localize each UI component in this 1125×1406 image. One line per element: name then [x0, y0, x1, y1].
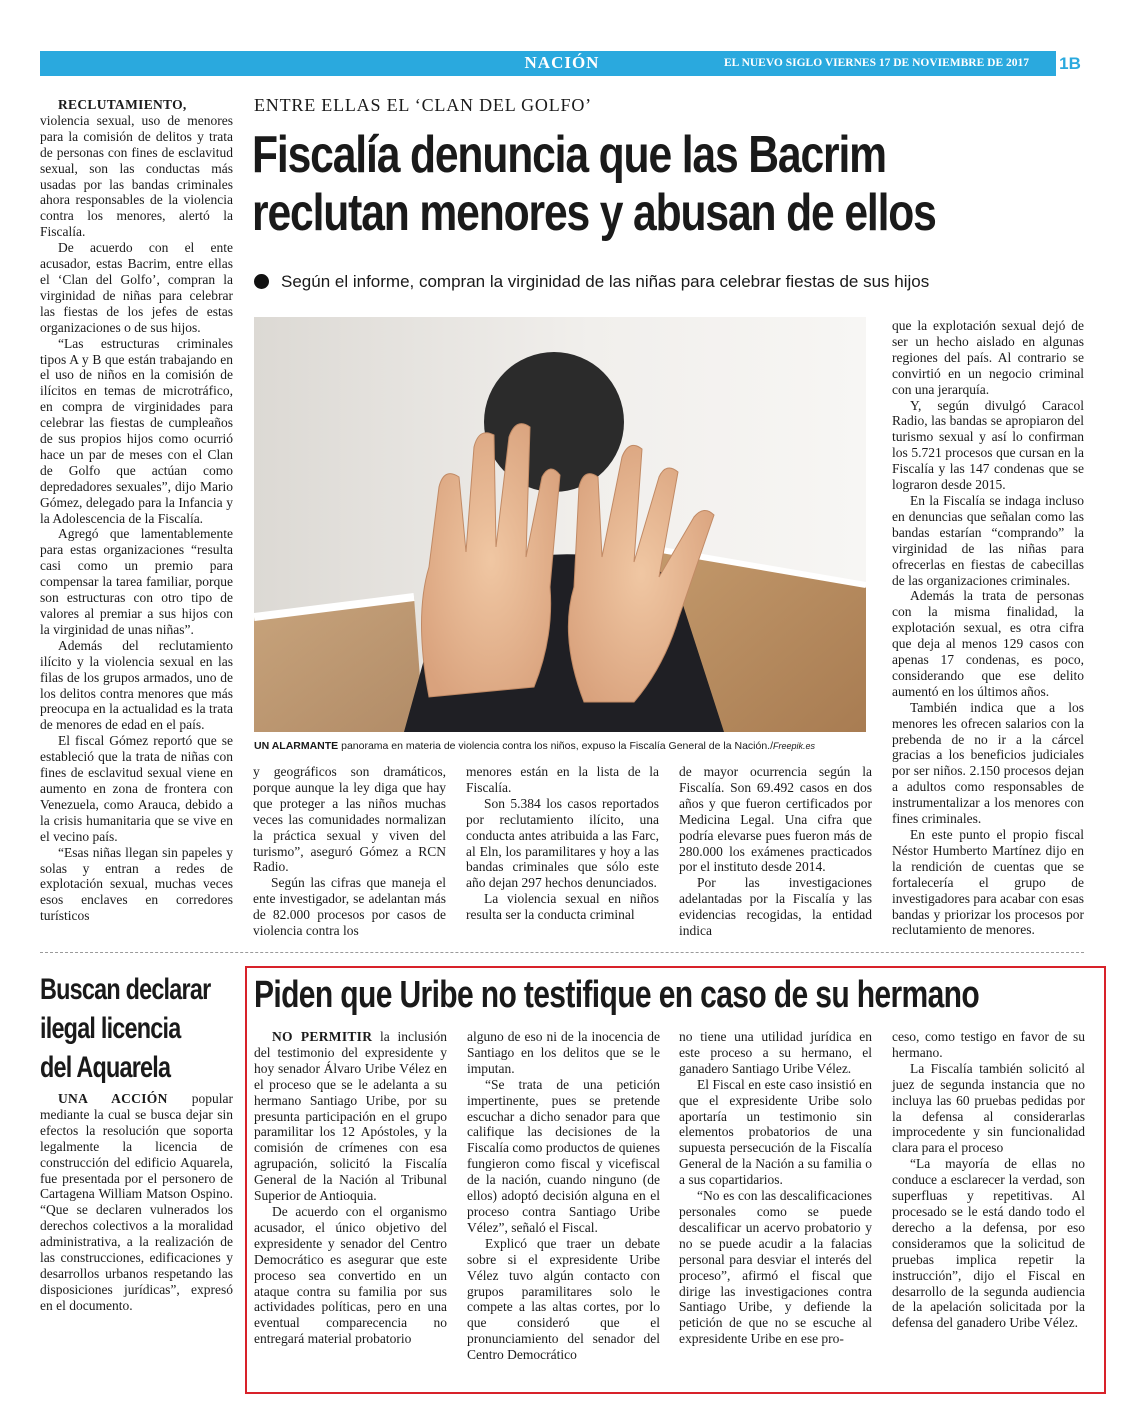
photo-credit: Freepik.es [773, 741, 816, 751]
paragraph: RECLUTAMIENTO, violencia sexual, uso de menores para la comisión de delitos y trata de personas con fines de esclavitud sexual, son las conductas más usadas por las bandas criminales ahora responsables de la violencia contra los menores, alertó la Fiscalía. [40, 97, 233, 240]
uribe-article-headline: Piden que Uribe no testifique en caso de su hermano [254, 974, 980, 1016]
paragraph: Por las investigaciones adelantadas por la Fiscalía y las evidencias recogidas, la entidad indica [679, 875, 872, 939]
paragraph: Además la trata de personas con la misma finalidad, la explotación sexual, es otra cifra que deja al menos 129 casos con apenas 17 condenas, es poco, considerando que ese delito aumentó en los últimos años. [892, 588, 1084, 699]
side-article-headline: Buscan declarar ilegal licencia del Aquarela [40, 973, 211, 1084]
paragraph: El Fiscal en este caso insistió en que el expresidente Uribe solo aportaría un testimonio sin elementos probatorios de una supuesta persecución de la Fiscalía General de la Nación a su familia o a sus copartidarios. [679, 1076, 872, 1188]
paragraph: También indica que a los menores les ofrecen salarios con la prebenda de no ir a la cárcel gracias a los beneficios judiciales por ser niños. 2.150 procesos dejan a adultos como responsables de instrumentalizar a los menores con fines criminales. [892, 699, 1084, 827]
main-article-column-4 [679, 764, 872, 939]
main-article-column-5 [892, 318, 1084, 938]
raised-hands-photo [254, 317, 866, 732]
paragraph: La Fiscalía también solicitó al juez de segunda instancia que no incluya las 60 pruebas pedidas por la defensa al considerarlas improcedente y sin funcionalidad clara para el proceso [892, 1060, 1085, 1156]
article-kicker: ENTRE ELLAS EL ‘CLAN DEL GOLFO’ [254, 95, 592, 115]
paragraph: De acuerdo con el organismo acusador, el único objetivo del expresidente y senador del Centro Democrático es asegurar que este proceso sea convertido en un ataque contra su familia por sus actividades políticas, pero en una eventual comparecencia no entregará material probatorio [254, 1203, 447, 1347]
paragraph: Agregó que lamentablemente para estas organizaciones “resulta casi como un premio para compensar la tarea familiar, porque son estructuras con otro tipo de valores al premiar a sus hijos con la virginidad de unas niñas”. [40, 526, 233, 637]
main-article-column-1 [40, 97, 233, 924]
paragraph: En este punto el propio fiscal Néstor Humberto Martínez dijo en la rendición de cuentas que se fortalecería el grupo de investigadores para acabar con esas bandas y priorizar los procesos por reclutamiento de menores. [892, 827, 1084, 938]
paragraph: “La mayoría de ellas no conduce a esclarecer la verdad, son superfluas y repetitivas. Al procesado se le está dando todo el derecho a la defensa, por eso consideramos que la solicitud de pruebas implica repetir la instrucción”, dijo el Fiscal en desarrollo de la segunda audiencia de la apelación solicitada por la defensa del ganadero Uribe Vélez. [892, 1156, 1085, 1331]
paragraph: La violencia sexual en niños resulta ser la conducta criminal [466, 891, 659, 923]
paragraph: Explicó que traer un debate sobre si el expresidente Uribe Vélez tuvo algún contacto con grupos paramilitares solo le compete a las altas cortes, por lo que consideró que el pronunciamiento del senador del Centro Democrático [467, 1235, 660, 1363]
side-article-body [40, 1091, 233, 1314]
article-headline: Fiscalía denuncia que las Bacrim reclutan menores y abusan de ellos [252, 126, 936, 242]
caption-lead: UN ALARMANTE [254, 740, 339, 752]
main-article-column-3 [466, 764, 659, 923]
paragraph: De acuerdo con el ente acusador, estas Bacrim, entre ellas el ‘Clan del Golfo’, compran la virginidad de niñas para celebrar las fiestas de los jefes de estas organizaciones o de sus hijos. [40, 240, 233, 335]
section-name: NACIÓN [524, 53, 600, 72]
paragraph: que la explotación sexual dejó de ser un hecho aislado en algunas regiones del país. Al contrario se convirtió en un negocio criminal con una jerarquía. [892, 318, 1084, 397]
paragraph: “Esas niñas llegan sin papeles y solas y entran a redes de explotación sexual, muchas veces esos enclaves en corredores turísticos [40, 844, 233, 924]
paragraph: no tiene una utilidad jurídica en este proceso a su hermano, el ganadero Santiago Uribe Vélez. [679, 1029, 872, 1076]
article-lead-in: RECLUTAMIENTO, [58, 97, 187, 112]
paragraph: “Las estructuras criminales tipos A y B que están trabajando en el uso de niños en la comisión de ilícitos en temas de microtráfico, en compra de virginidades para celebrar las fiestas de cumpleaños de sus propios hijos como ocurrió hace un par de meses con el Clan de Golfo que actúan como depredadores sexuales”, dijo Mario Gómez, delegado para la Infancia y la Adolescencia de la Fiscalía. [40, 335, 233, 526]
paragraph: “No es con las descalificaciones personales como se puede descalificar un acervo probatorio y no se puede acudir a la falacias personal para desviar el interés del proceso”, afirmó el fiscal que dirige las investigaciones contra Santiago Uribe, y defiende la petición de que no se escuche al expresidente Uribe en ese pro- [679, 1188, 872, 1347]
paragraph: “Se trata de una petición impertinente, pues se pretende escuchar a dicho senador para que califique las decisiones de la Fiscalía como productos de quienes fungieron como fiscal y vicefiscal de la nación, cuando ninguno (de ellos) adoptó decisión alguna en el proceso contra Santiago Uribe Vélez”, señaló el Fiscal. [467, 1076, 660, 1235]
uribe-article-column-3 [679, 1029, 872, 1347]
uribe-article-column-1 [254, 1029, 447, 1347]
paragraph: En la Fiscalía se indaga incluso en denuncias que señalan como las bandas estarían “comprando” la virginidad de las niñas para ofrecerlas en fiestas de cabecillas de las organizaciones criminales. [892, 492, 1084, 588]
section-divider [40, 952, 1084, 953]
page-number: 1B [1056, 51, 1084, 76]
paragraph: UNA ACCIÓN popular mediante la cual se busca dejar sin efectos la resolución que soporta legalmente la licencia de construcción del edificio Aquarela, fue presentada por el personero de Cartagena William Matson Ospino. “Que se declaren vulnerados los derechos colectivos a la moralidad administrativa, a la realización de las construcciones, edificaciones y desarrollos urbanos respetando las disposiciones jurídicas”, expresó en el documento. [40, 1091, 233, 1313]
paragraph: ceso, como testigo en favor de su hermano. [892, 1029, 1085, 1060]
paragraph: El fiscal Gómez reportó que se estableció que la trata de niñas con fines de esclavitud sexual viene en aumento en zona de frontera con Venezuela, como Arauca, debido a la crisis humanitaria que se vive en el vecino país. [40, 733, 233, 844]
article-photo [254, 317, 866, 732]
paragraph: Según las cifras que maneja el ente investigador, se adelantan más de 82.000 procesos por casos de violencia contra los [253, 875, 446, 939]
article-lead-in: NO PERMITIR [272, 1029, 373, 1044]
paragraph: menores están en la lista de la Fiscalía. [466, 764, 659, 795]
article-subhead: Según el informe, compran la virginidad de las niñas para celebrar fiestas de sus hijos [254, 272, 929, 292]
paragraph: de mayor ocurrencia según la Fiscalía. Son 69.492 casos en dos años y que fueron certificados por Medicina Legal. Una cifra que podría elevarse pues fueron más de 280.000 los exámenes practicados por el instituto desde 2014. [679, 764, 872, 875]
paragraph: y geográficos son dramáticos, porque aunque la ley diga que hay que proteger a las niños muchas veces las comunidades normalizan la práctica sexual y viven del turismo”, aseguró Gómez a RCN Radio. [253, 764, 446, 875]
photo-caption: UN ALARMANTE panorama en materia de violencia contra los niños, expuso la Fiscalía General de la Nación./Freepik.es [254, 740, 816, 752]
main-article-column-2 [253, 764, 446, 939]
dateline: EL NUEVO SIGLO VIERNES 17 DE NOVIEMBRE DE 2017 [723, 57, 1029, 69]
paragraph: Además del reclutamiento ilícito y la violencia sexual en las filas de los grupos armados, uno de los delitos contra menores que más preocupa en la actualidad es la trata de menores de edad en el país. [40, 637, 233, 733]
paragraph: alguno de eso ni de la inocencia de Santiago en los delitos que se le imputan. [467, 1029, 660, 1076]
article-lead-in: UNA ACCIÓN [58, 1091, 168, 1106]
section-header-bar [40, 51, 1084, 76]
paragraph: Son 5.384 los casos reportados por reclutamiento ilícito, una conducta antes atribuida a las Farc, al Eln, los paramilitares y hoy a las bandas criminales que sólo este año dejan 297 hechos denunciados. [466, 795, 659, 891]
uribe-article-column-2 [467, 1029, 660, 1363]
paragraph: Y, según divulgó Caracol Radio, las bandas se apropiaron del turismo sexual y así lo confirman los 5.721 procesos que cursan en la Fiscalía y las 147 condenas que se lograron desde 2015. [892, 397, 1084, 493]
uribe-article-column-4 [892, 1029, 1085, 1331]
bullet-icon [254, 274, 269, 289]
paragraph: NO PERMITIR la inclusión del testimonio del expresidente y hoy senador Álvaro Uribe Vélez en el proceso que se le adelanta a su hermano Santiago Uribe, por su presunta participación en el grupo paramilitar los 12 Apóstoles, y la comisión de crímenes con esa agrupación, solicitó la Fiscalía General de la Nación al Tribunal Superior de Antioquia. [254, 1029, 447, 1204]
